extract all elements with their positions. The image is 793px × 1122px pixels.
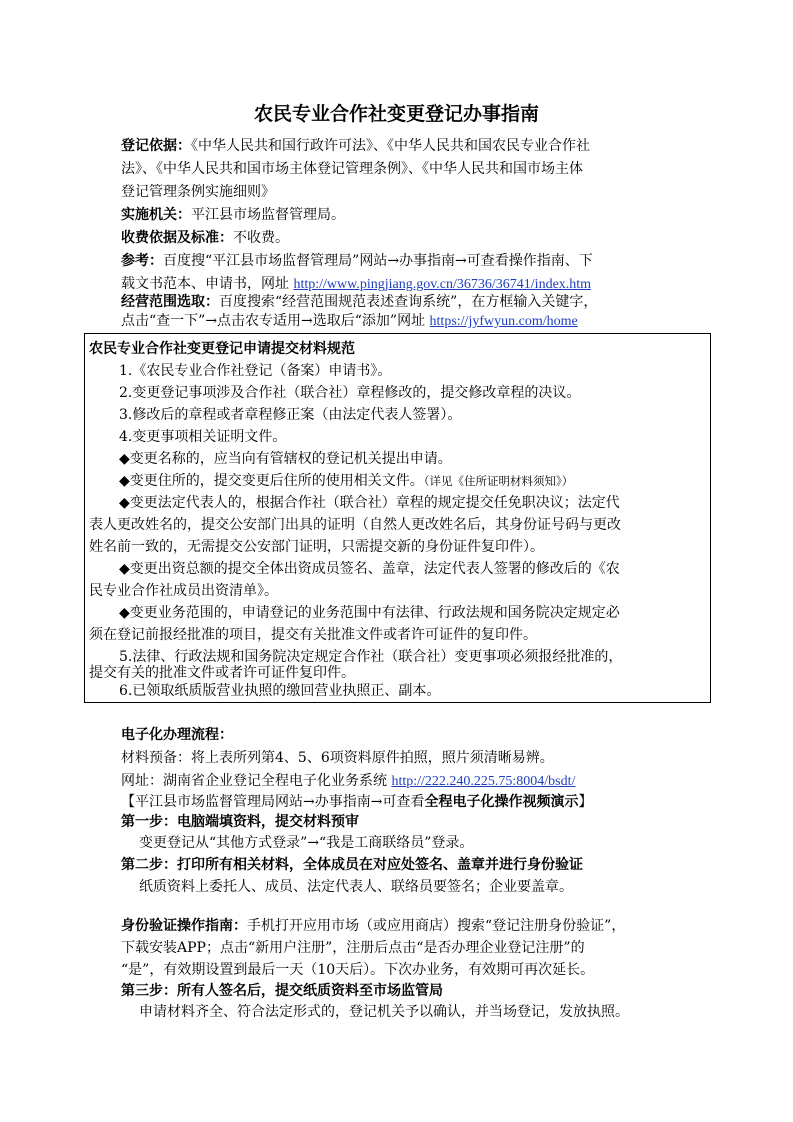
verify-text-2: 下载安装APP；点击“新用户注册”，注册后点击“是否办理企业登记注册”的 <box>121 940 585 956</box>
material-item-5-line-1: 5.法律、行政法规和国务院决定规定合作社（联合社）变更事项必须报经批准的， <box>119 649 623 665</box>
bullet-rep-line-2: 表人更改姓名的，提交公安部门出具的证明（自然人更改姓名后，其身份证号码与更改 <box>89 517 621 533</box>
electronic-site-link[interactable]: http://222.240.225.75:8004/bsdt/ <box>391 774 576 789</box>
reference-line-1 <box>121 250 681 273</box>
bullet-change-address <box>119 470 573 492</box>
basis-text-2: 法》、《中华人民共和国市场主体登记管理条例》、《中华人民共和国市场主体 <box>121 161 583 177</box>
authority-value: 平江县市场监督管理局。 <box>191 207 345 223</box>
scope-text-1: 百度搜索“经营范围规范表述查询系统”，在方框输入关键字， <box>219 294 598 310</box>
step1-title: 第一步：电脑端填资料，提交材料预审 <box>121 814 359 830</box>
bullet-address-note: （详见《住所证明材料须知》） <box>423 474 574 488</box>
bullet-rep-line-1: ◆变更法定代表人的，根据合作社（联合社）章程的规定提交任免职决议；法定代 <box>119 495 620 511</box>
authority-label: 实施机关： <box>121 207 191 223</box>
reference-text-2: 载文书范本、申请书，网址 <box>121 276 289 292</box>
fee-value: 不收费。 <box>233 230 289 246</box>
step2-text: 纸质资料上委托人、成员、法定代表人、联络员要签名；企业要盖章。 <box>139 879 573 895</box>
basis-text-3: 登记管理条例实施细则》 <box>121 184 275 200</box>
material-item-4: 4.变更事项相关证明文件。 <box>119 429 287 445</box>
verify-text-1: 手机打开应用市场（或应用商店）搜索“登记注册身份验证”， <box>247 918 626 934</box>
step3-title: 第三步：所有人签名后，提交纸质资料至市场监管局 <box>121 983 443 999</box>
bullet-capital-line-2: 民专业合作社成员出资清单》。 <box>89 583 278 599</box>
bullet-change-name: ◆变更名称的，应当向有管辖权的登记机关提出申请。 <box>119 451 452 467</box>
fee-label: 收费依据及标准： <box>121 230 233 246</box>
step3-text: 申请材料齐全、符合法定形式的，登记机关予以确认，并当场登记，发放执照。 <box>139 1004 629 1020</box>
basis-label: 登记依据： <box>121 138 191 154</box>
verify-label: 身份验证操作指南： <box>121 918 247 934</box>
scope-link[interactable]: https://jyfwyun.com/home <box>429 314 578 329</box>
bullet-rep-line-3: 姓名前一致的，无需提交公安部门证明，只需提交新的身份证件复印件）。 <box>89 539 544 555</box>
basis-line-1 <box>121 135 681 158</box>
video-suffix: 】 <box>578 794 593 810</box>
video-prefix: 【平江县市场监督管理局网站→办事指南→可查看 <box>121 794 425 810</box>
bullet-scope-line-1: ◆变更业务范围的，申请登记的业务范围中有法律、行政法规和国务院决定规定必 <box>119 605 620 621</box>
material-item-6: 6.已领取纸质版营业执照的缴回营业执照正、副本。 <box>119 683 441 699</box>
scope-line-2 <box>121 310 681 333</box>
page-title: 农民专业合作社变更登记办事指南 <box>253 103 539 125</box>
scope-label: 经营范围选取： <box>121 294 219 310</box>
electronic-site-label: 网址：湖南省企业登记全程电子化业务系统 <box>121 773 387 789</box>
material-item-1: 1.《农民专业合作社登记（备案）申请书》。 <box>119 363 392 379</box>
reference-text-1: 百度搜“平江县市场监督管理局”网站→办事指南→可查看操作指南、下 <box>163 253 593 269</box>
basis-text-1: 《中华人民共和国行政许可法》、《中华人民共和国农民专业合作社 <box>191 138 590 154</box>
bullet-capital-line-1: ◆变更出资总额的提交全体出资成员签名、盖章，法定代表人签署的修改后的《农 <box>119 561 620 577</box>
electronic-prep: 材料预备：将上表所列第4、5、6项资料原件拍照，照片须清晰易辨。 <box>121 750 554 766</box>
verify-line-1 <box>121 915 681 938</box>
material-item-3: 3.修改后的章程或者章程修正案（由法定代表人签署）。 <box>119 407 462 423</box>
step1-text: 变更登记从“其他方式登录”→“我是工商联络员”登录。 <box>139 835 474 851</box>
reference-link[interactable]: http://www.pingjiang.gov.cn/36736/36741/index.htm <box>293 277 592 292</box>
material-item-5-line-2: 提交有关的批准文件或者许可证件复印件。 <box>89 665 355 681</box>
bullet-address-main: ◆变更住所的，提交变更后住所的使用相关文件。 <box>119 473 424 489</box>
bullet-scope-line-2: 须在登记前报经批准的项目，提交有关批准文件或者许可证件的复印件。 <box>89 627 537 643</box>
video-bold: 全程电子化操作视频演示 <box>424 794 579 810</box>
step2-title: 第二步：打印所有相关材料，全体成员在对应处签名、盖章并进行身份验证 <box>121 857 583 873</box>
scope-text-2: 点击“查一下”→点击农专适用→选取后“添加”网址 <box>121 313 426 329</box>
reference-label: 参考： <box>121 253 163 269</box>
authority-line <box>121 204 681 227</box>
electronic-site-line <box>121 770 681 793</box>
electronic-heading: 电子化办理流程： <box>121 727 233 743</box>
material-item-2: 2.变更登记事项涉及合作社（联合社）章程修改的，提交修改章程的决议。 <box>119 385 581 401</box>
fee-line <box>121 227 681 250</box>
materials-title: 农民专业合作社变更登记申请提交材料规范 <box>89 341 355 357</box>
verify-text-3: “是”，有效期设置到最后一天（10天后）。下次办业务，有效期可再次延长。 <box>121 962 595 978</box>
